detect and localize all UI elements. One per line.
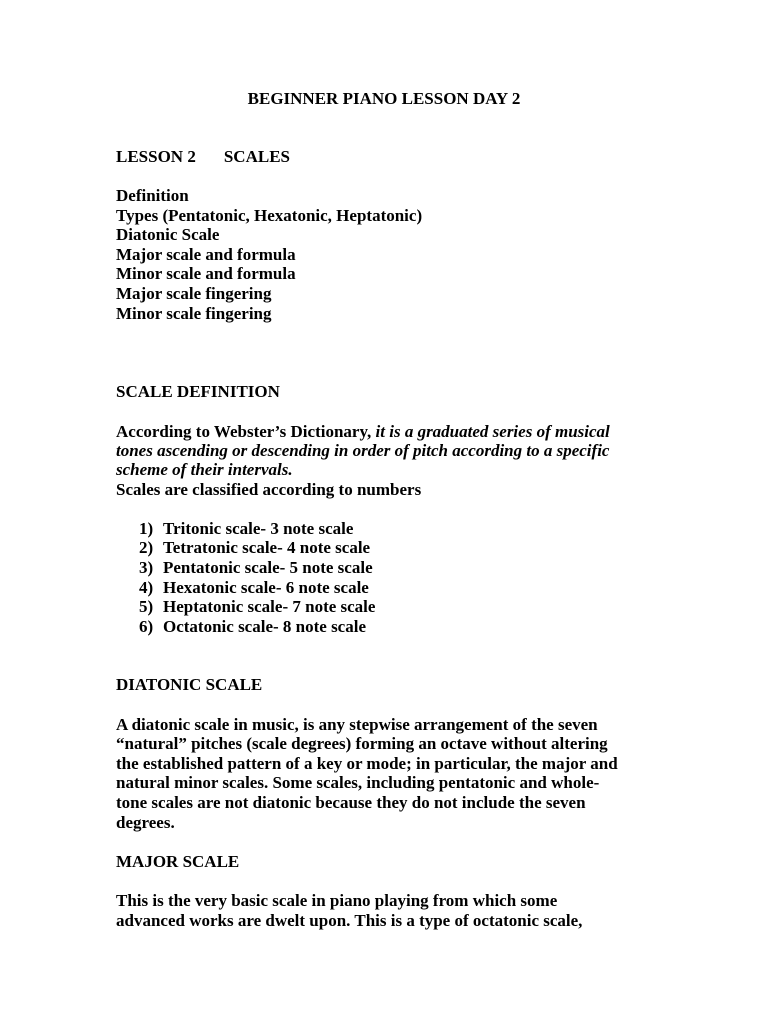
outline-item: Diatonic Scale: [116, 225, 220, 244]
outline-item: Major scale and formula: [116, 245, 296, 264]
list-item: Octatonic scale- 8 note scale: [163, 617, 366, 636]
paragraph-line: advanced works are dwelt upon. This is a type of octatonic scale,: [116, 911, 583, 930]
paragraph-line: “natural” pitches (scale degrees) forming an octave without altering: [116, 734, 608, 753]
lesson-heading: [116, 147, 290, 167]
definition-quote-2: tones ascending or descending in order of pitch according to a specific: [116, 441, 610, 460]
list-item: Tritonic scale- 3 note scale: [163, 519, 354, 538]
list-item: Tetratonic scale- 4 note scale: [163, 538, 371, 557]
list-number: 2): [139, 538, 154, 557]
outline-item: Major scale fingering: [116, 284, 272, 303]
paragraph-line: degrees.: [116, 813, 175, 832]
lesson-number: LESSON 2: [116, 147, 196, 166]
scales-classified-text: Scales are classified according to numbers: [116, 480, 422, 499]
paragraph-line: A diatonic scale in music, is any stepwise arrangement of the seven: [116, 715, 598, 734]
list-number: 1): [139, 519, 154, 538]
list-item: Pentatonic scale- 5 note scale: [163, 558, 373, 577]
list-item: Heptatonic scale- 7 note scale: [163, 597, 376, 616]
list-item: Hexatonic scale- 6 note scale: [163, 578, 369, 597]
outline-item: Minor scale and formula: [116, 264, 296, 283]
diatonic-scale-heading: DIATONIC SCALE: [116, 675, 263, 694]
outline-item: Definition: [116, 186, 189, 205]
definition-quote-3: scheme of their intervals.: [116, 460, 293, 479]
definition-line-1: [116, 422, 610, 442]
paragraph-line: natural minor scales. Some scales, including pentatonic and whole-: [116, 773, 600, 792]
paragraph-line: This is the very basic scale in piano playing from which some: [116, 891, 558, 910]
scale-definition-heading: SCALE DEFINITION: [116, 382, 280, 401]
outline-item: Minor scale fingering: [116, 304, 272, 323]
definition-intro: According to Webster’s Dictionary,: [116, 422, 376, 441]
list-number: 3): [139, 558, 154, 577]
definition-quote-1: it is a graduated series of musical: [375, 422, 610, 441]
list-number: 6): [139, 617, 154, 636]
outline-item: Types (Pentatonic, Hexatonic, Heptatonic): [116, 206, 423, 225]
list-number: 4): [139, 578, 154, 597]
paragraph-line: tone scales are not diatonic because they do not include the seven: [116, 793, 586, 812]
list-number: 5): [139, 597, 154, 616]
paragraph-line: the established pattern of a key or mode; in particular, the major and: [116, 754, 618, 773]
document-title: BEGINNER PIANO LESSON DAY 2: [247, 89, 521, 108]
major-scale-heading: MAJOR SCALE: [116, 852, 240, 871]
lesson-topic: SCALES: [223, 147, 290, 166]
